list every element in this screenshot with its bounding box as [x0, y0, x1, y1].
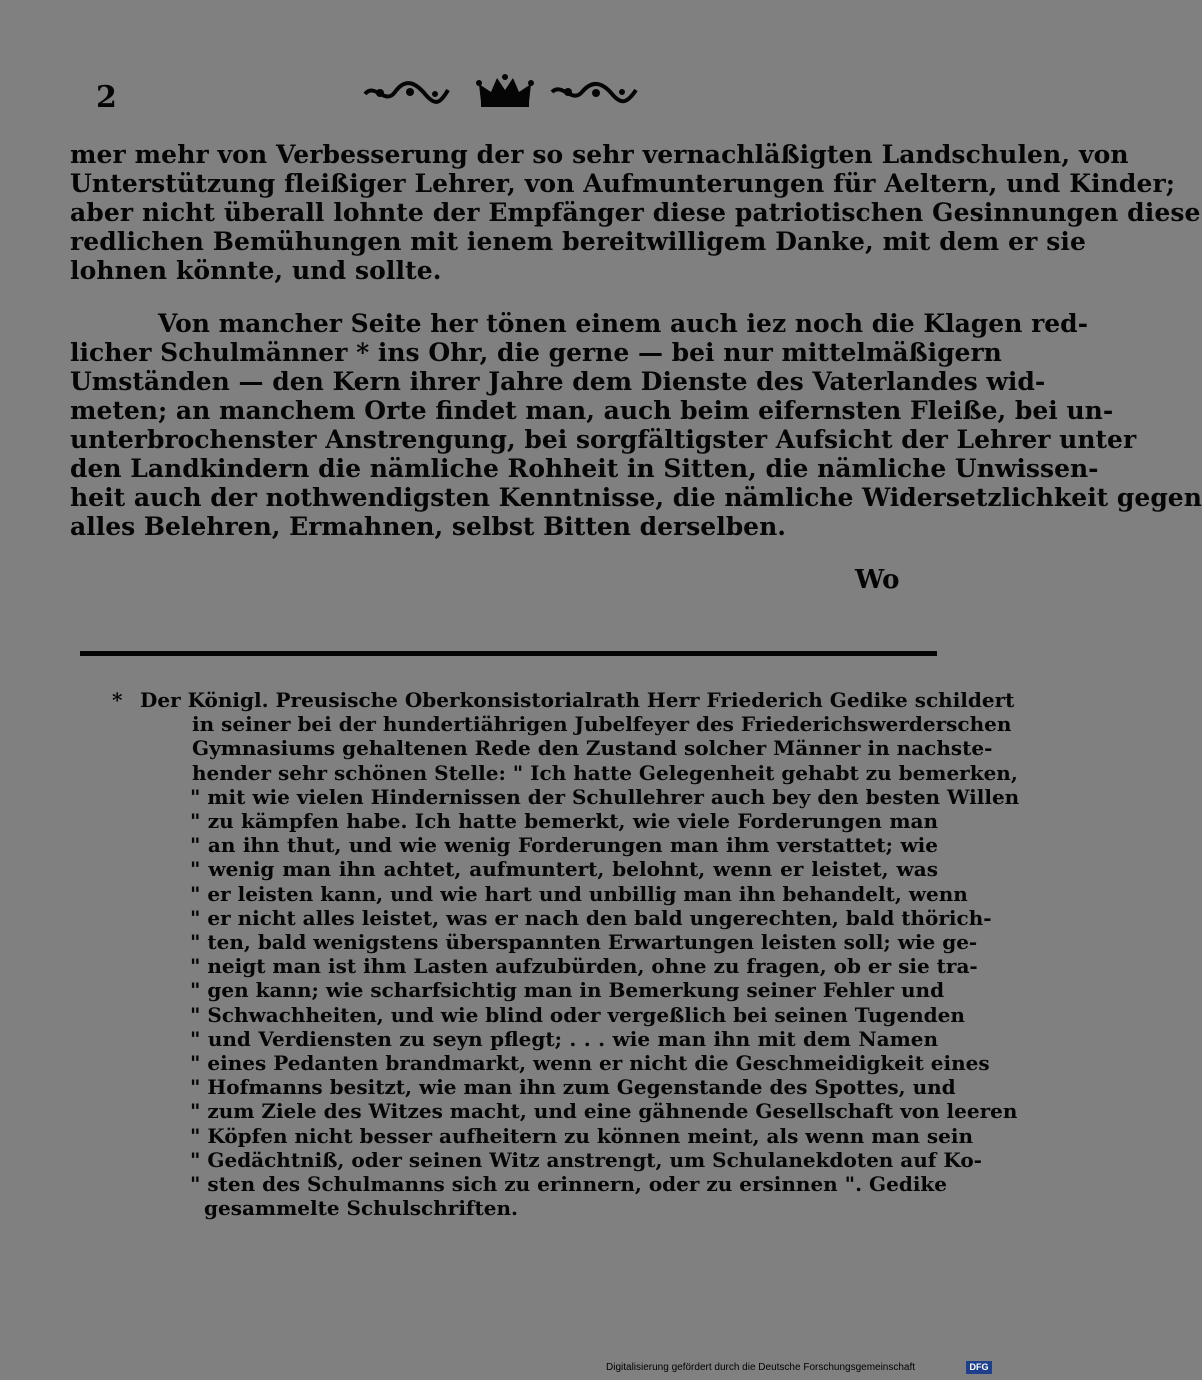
footnote-line: hender sehr schönen Stelle: " Ich hatte Gelegenheit gehabt zu bemerken,: [192, 760, 1018, 785]
footnote-line: " Schwachheiten, und wie blind oder vergeßlich bei seinen Tugenden: [190, 1002, 965, 1027]
footnote-line: " an ihn thut, und wie wenig Forderungen man ihm verstattet; wie: [190, 833, 938, 858]
page-number: 2: [96, 80, 117, 115]
footnote-line: " gen kann; wie scharfsichtig man in Bemerkung seiner Fehler und: [190, 978, 945, 1003]
text-line: redlichen Bemühungen mit ienem bereitwilligem Danke, mit dem er sie: [70, 227, 1086, 256]
text-line: Umständen — den Kern ihrer Jahre dem Dienste des Vaterlandes wid-: [70, 367, 1046, 396]
text-line: alles Belehren, Ermahnen, selbst Bitten derselben.: [70, 512, 786, 541]
dfg-logo: DFG: [966, 1361, 992, 1374]
footnote-line: " zu kämpfen habe. Ich hatte bemerkt, wie viele Forderungen man: [190, 809, 938, 834]
footnote-line: gesammelte Schulschriften.: [204, 1196, 518, 1221]
footnote-marker: *: [112, 688, 123, 712]
footnote-line: " Köpfen nicht besser aufheitern zu können meint, als wenn man sein: [190, 1123, 974, 1148]
paragraph-1: [70, 140, 1201, 285]
footnote-line: " sten des Schulmanns sich zu erinnern, oder zu ersinnen ". Gedike: [190, 1172, 947, 1197]
footnote-line: " neigt man ist ihm Lasten aufzubürden, ohne zu fragen, ob er sie tra-: [190, 954, 978, 979]
footnote-line: " Gedächtniß, oder seinen Witz anstrengt, um Schulanekdoten auf Ko-: [190, 1147, 982, 1172]
footnote-line: " und Verdiensten zu seyn pflegt; . . . wie man ihn mit dem Namen: [190, 1026, 938, 1051]
main-text: [70, 140, 1202, 541]
text-line: mer mehr von Verbesserung der so sehr vernachläßigten Landschulen, von: [70, 140, 1129, 169]
vignette-ornament-right: [550, 78, 640, 108]
text-line: Von mancher Seite her tönen einem auch iez noch die Klagen red-: [158, 309, 1089, 338]
text-line: licher Schulmänner * ins Ohr, die gerne — bei nur mittelmäßigern: [70, 338, 1002, 367]
crown-icon: [475, 74, 535, 108]
page-header: [60, 74, 940, 114]
footnote-line: " er nicht alles leistet, was er nach den bald ungerechten, bald thörich-: [190, 905, 992, 930]
vignette-ornament-left: [360, 78, 450, 108]
footnote-line: Gymnasiums gehaltenen Rede den Zustand solcher Männer in nachste-: [192, 736, 993, 761]
footnote-divider: [80, 651, 937, 656]
text-line: unterbrochenster Anstrengung, bei sorgfältigster Aufsicht der Lehrer unter: [70, 425, 1137, 454]
footnote-line: in seiner bei der hundertiährigen Jubelfeyer des Friederichswerderschen: [192, 712, 1012, 737]
footnote-line: " zum Ziele des Witzes macht, und eine gähnende Gesellschaft von leeren: [190, 1099, 1018, 1124]
footnote-line: " eines Pedanten brandmarkt, wenn er nicht die Geschmeidigkeit eines: [190, 1051, 990, 1076]
text-line: lohnen könnte, und sollte.: [70, 256, 442, 285]
footnote-line: Der Königl. Preusische Oberkonsistorialrath Herr Friederich Gedike schildert: [140, 688, 1015, 712]
footnote-line: " mit wie vielen Hindernissen der Schullehrer auch bey den besten Willen: [190, 784, 1020, 809]
text-line: aber nicht überall lohnte der Empfänger diese patriotischen Gesinnungen diese: [70, 198, 1201, 227]
text-line: heit auch der nothwendigsten Kenntnisse, die nämliche Widersetzlichkeit gegen: [70, 483, 1202, 512]
footnote-line: " er leisten kann, und wie hart und unbillig man ihn behandelt, wenn: [190, 881, 968, 906]
footnote-line: " ten, bald wenigstens überspannten Erwartungen leisten soll; wie ge-: [190, 930, 978, 955]
digitization-credit: Digitalisierung gefördert durch die Deutsche Forschungsgemeinschaft: [606, 1362, 916, 1373]
text-line: den Landkindern die nämliche Rohheit in Sitten, die nämliche Unwissen-: [70, 454, 1099, 483]
paragraph-2: [70, 309, 1202, 541]
footnote: [112, 688, 1020, 1221]
footnote-line: " Hofmanns besitzt, wie man ihn zum Gegenstande des Spottes, und: [190, 1075, 956, 1100]
text-line: Unterstützung fleißiger Lehrer, von Aufmunterungen für Aeltern, und Kinder;: [70, 169, 1176, 198]
catchword: Wo: [855, 565, 900, 595]
text-line: meten; an manchem Orte findet man, auch beim eifernsten Fleiße, bei un-: [70, 396, 1114, 425]
footnote-line: " wenig man ihn achtet, aufmuntert, belohnt, wenn er leistet, was: [190, 857, 938, 882]
